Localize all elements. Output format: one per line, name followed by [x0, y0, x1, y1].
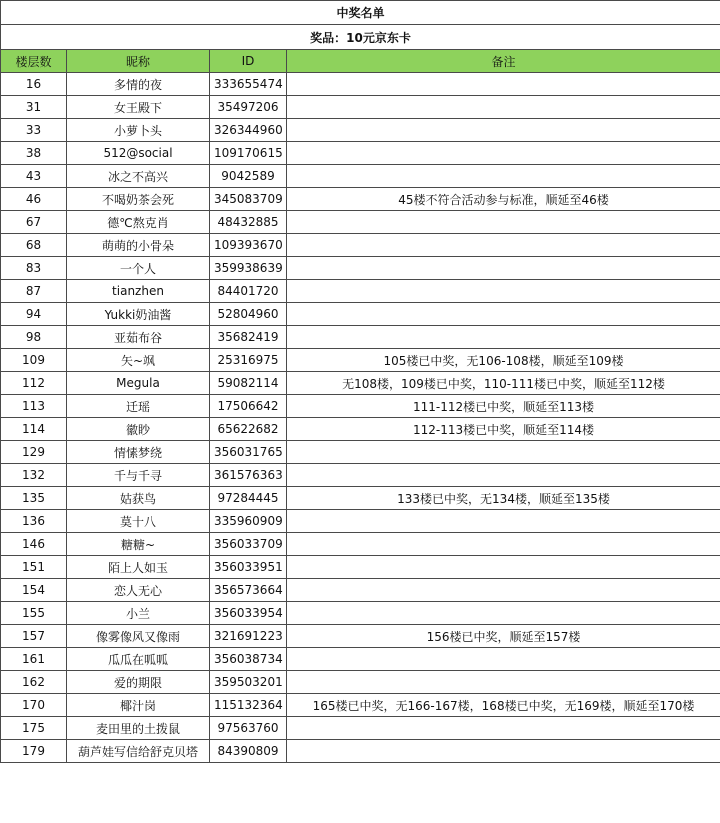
nickname-cell: 恋人无心: [67, 579, 210, 602]
remark-cell: [287, 96, 720, 119]
floor-cell: 87: [1, 280, 67, 303]
id-cell: 359503201: [210, 671, 287, 694]
remark-cell: 112-113楼已中奖，顺延至114楼: [287, 418, 720, 441]
floor-cell: 43: [1, 165, 67, 188]
id-cell: 333655474: [210, 73, 287, 96]
nickname-cell: 迁瑶: [67, 395, 210, 418]
remark-cell: [287, 556, 720, 579]
id-cell: 109170615: [210, 142, 287, 165]
remark-cell: [287, 303, 720, 326]
floor-cell: 67: [1, 211, 67, 234]
nickname-cell: 小萝卜头: [67, 119, 210, 142]
table-row: [1, 257, 720, 280]
floor-cell: 113: [1, 395, 67, 418]
nickname-cell: 椰汁岗: [67, 694, 210, 717]
remark-cell: 105楼已中奖，无106-108楼，顺延至109楼: [287, 349, 720, 372]
nickname-cell: 女王殿下: [67, 96, 210, 119]
remark-cell: 133楼已中奖，无134楼，顺延至135楼: [287, 487, 720, 510]
floor-cell: 33: [1, 119, 67, 142]
floor-cell: 114: [1, 418, 67, 441]
remark-cell: [287, 579, 720, 602]
table-row: [1, 142, 720, 165]
nickname-cell: 矢~飒: [67, 349, 210, 372]
table-row: [1, 280, 720, 303]
floor-cell: 154: [1, 579, 67, 602]
table-row: [1, 188, 720, 211]
nickname-cell: 爱的期限: [67, 671, 210, 694]
sheet-title: 中奖名单: [1, 1, 720, 25]
nickname-cell: 512@social: [67, 142, 210, 165]
floor-cell: 136: [1, 510, 67, 533]
table-row: [1, 740, 720, 763]
id-cell: 359938639: [210, 257, 287, 280]
nickname-cell: 一个人: [67, 257, 210, 280]
floor-cell: 157: [1, 625, 67, 648]
nickname-cell: 不喝奶茶会死: [67, 188, 210, 211]
id-cell: 97284445: [210, 487, 287, 510]
id-cell: 97563760: [210, 717, 287, 740]
table-row: [1, 464, 720, 487]
remark-cell: [287, 533, 720, 556]
remark-cell: 111-112楼已中奖，顺延至113楼: [287, 395, 720, 418]
floor-cell: 162: [1, 671, 67, 694]
remark-cell: 156楼已中奖，顺延至157楼: [287, 625, 720, 648]
table-row: [1, 533, 720, 556]
id-cell: 361576363: [210, 464, 287, 487]
floor-cell: 129: [1, 441, 67, 464]
id-cell: 356033951: [210, 556, 287, 579]
table-row: [1, 119, 720, 142]
floor-cell: 98: [1, 326, 67, 349]
column-header-row: [1, 50, 720, 73]
remark-cell: 165楼已中奖，无166-167楼，168楼已中奖，无169楼，顺延至170楼: [287, 694, 720, 717]
id-cell: 48432885: [210, 211, 287, 234]
remark-cell: [287, 73, 720, 96]
id-cell: 52804960: [210, 303, 287, 326]
table-row: [1, 326, 720, 349]
nickname-cell: 徽眇: [67, 418, 210, 441]
floor-cell: 170: [1, 694, 67, 717]
nickname-cell: Yukki奶油酱: [67, 303, 210, 326]
table-row: [1, 418, 720, 441]
nickname-cell: Megula: [67, 372, 210, 395]
table-row: [1, 395, 720, 418]
remark-cell: [287, 326, 720, 349]
nickname-cell: 像雾像风又像雨: [67, 625, 210, 648]
remark-cell: [287, 740, 720, 763]
floor-cell: 179: [1, 740, 67, 763]
col-header-nickname: 昵称: [67, 50, 210, 73]
id-cell: 321691223: [210, 625, 287, 648]
id-cell: 356031765: [210, 441, 287, 464]
floor-cell: 175: [1, 717, 67, 740]
nickname-cell: 糖糖~: [67, 533, 210, 556]
id-cell: 345083709: [210, 188, 287, 211]
nickname-cell: 萌萌的小骨朵: [67, 234, 210, 257]
floor-cell: 83: [1, 257, 67, 280]
table-row: [1, 579, 720, 602]
nickname-cell: 千与千寻: [67, 464, 210, 487]
id-cell: 356573664: [210, 579, 287, 602]
nickname-cell: 小兰: [67, 602, 210, 625]
id-cell: 35682419: [210, 326, 287, 349]
col-header-id: ID: [210, 50, 287, 73]
table-row: [1, 602, 720, 625]
nickname-cell: tianzhen: [67, 280, 210, 303]
remark-cell: [287, 257, 720, 280]
remark-cell: [287, 648, 720, 671]
remark-cell: [287, 119, 720, 142]
table-row: [1, 556, 720, 579]
id-cell: 25316975: [210, 349, 287, 372]
table-row: [1, 73, 720, 96]
remark-cell: 45楼不符合活动参与标准，顺延至46楼: [287, 188, 720, 211]
table-row: [1, 303, 720, 326]
table-row: [1, 165, 720, 188]
table-row: [1, 372, 720, 395]
table-row: [1, 510, 720, 533]
id-cell: 109393670: [210, 234, 287, 257]
id-cell: 115132364: [210, 694, 287, 717]
remark-cell: 无108楼，109楼已中奖，110-111楼已中奖，顺延至112楼: [287, 372, 720, 395]
floor-cell: 94: [1, 303, 67, 326]
prize-line: 奖品：10元京东卡: [1, 25, 720, 50]
table-body: [1, 73, 720, 763]
nickname-cell: 多情的夜: [67, 73, 210, 96]
floor-cell: 161: [1, 648, 67, 671]
remark-cell: [287, 142, 720, 165]
nickname-cell: 麦田里的土拨鼠: [67, 717, 210, 740]
id-cell: 9042589: [210, 165, 287, 188]
table-row: [1, 625, 720, 648]
nickname-cell: 德℃熬克肖: [67, 211, 210, 234]
floor-cell: 112: [1, 372, 67, 395]
nickname-cell: 莫十八: [67, 510, 210, 533]
floor-cell: 155: [1, 602, 67, 625]
floor-cell: 132: [1, 464, 67, 487]
table-row: [1, 648, 720, 671]
id-cell: 17506642: [210, 395, 287, 418]
col-header-remark: 备注: [287, 50, 720, 73]
remark-cell: [287, 464, 720, 487]
col-header-floor: 楼层数: [1, 50, 67, 73]
id-cell: 84401720: [210, 280, 287, 303]
id-cell: 65622682: [210, 418, 287, 441]
table-row: [1, 717, 720, 740]
nickname-cell: 陌上人如玉: [67, 556, 210, 579]
nickname-cell: 亚茹布谷: [67, 326, 210, 349]
table-row: [1, 441, 720, 464]
remark-cell: [287, 510, 720, 533]
table-row: [1, 487, 720, 510]
floor-cell: 135: [1, 487, 67, 510]
remark-cell: [287, 234, 720, 257]
table-row: [1, 694, 720, 717]
id-cell: 356033709: [210, 533, 287, 556]
floor-cell: 31: [1, 96, 67, 119]
floor-cell: 151: [1, 556, 67, 579]
remark-cell: [287, 671, 720, 694]
remark-cell: [287, 211, 720, 234]
table-row: [1, 234, 720, 257]
floor-cell: 16: [1, 73, 67, 96]
nickname-cell: 葫芦娃写信给舒克贝塔: [67, 740, 210, 763]
id-cell: 356033954: [210, 602, 287, 625]
nickname-cell: 冰之不高兴: [67, 165, 210, 188]
nickname-cell: 情愫梦绕: [67, 441, 210, 464]
remark-cell: [287, 602, 720, 625]
table-row: [1, 96, 720, 119]
nickname-cell: 瓜瓜在呱呱: [67, 648, 210, 671]
table-row: [1, 671, 720, 694]
remark-cell: [287, 280, 720, 303]
remark-cell: [287, 165, 720, 188]
id-cell: 335960909: [210, 510, 287, 533]
table-row: [1, 211, 720, 234]
remark-cell: [287, 717, 720, 740]
floor-cell: 68: [1, 234, 67, 257]
id-cell: 326344960: [210, 119, 287, 142]
id-cell: 59082114: [210, 372, 287, 395]
floor-cell: 109: [1, 349, 67, 372]
id-cell: 35497206: [210, 96, 287, 119]
floor-cell: 46: [1, 188, 67, 211]
id-cell: 356038734: [210, 648, 287, 671]
nickname-cell: 姑获鸟: [67, 487, 210, 510]
table-row: [1, 349, 720, 372]
remark-cell: [287, 441, 720, 464]
floor-cell: 38: [1, 142, 67, 165]
floor-cell: 146: [1, 533, 67, 556]
id-cell: 84390809: [210, 740, 287, 763]
